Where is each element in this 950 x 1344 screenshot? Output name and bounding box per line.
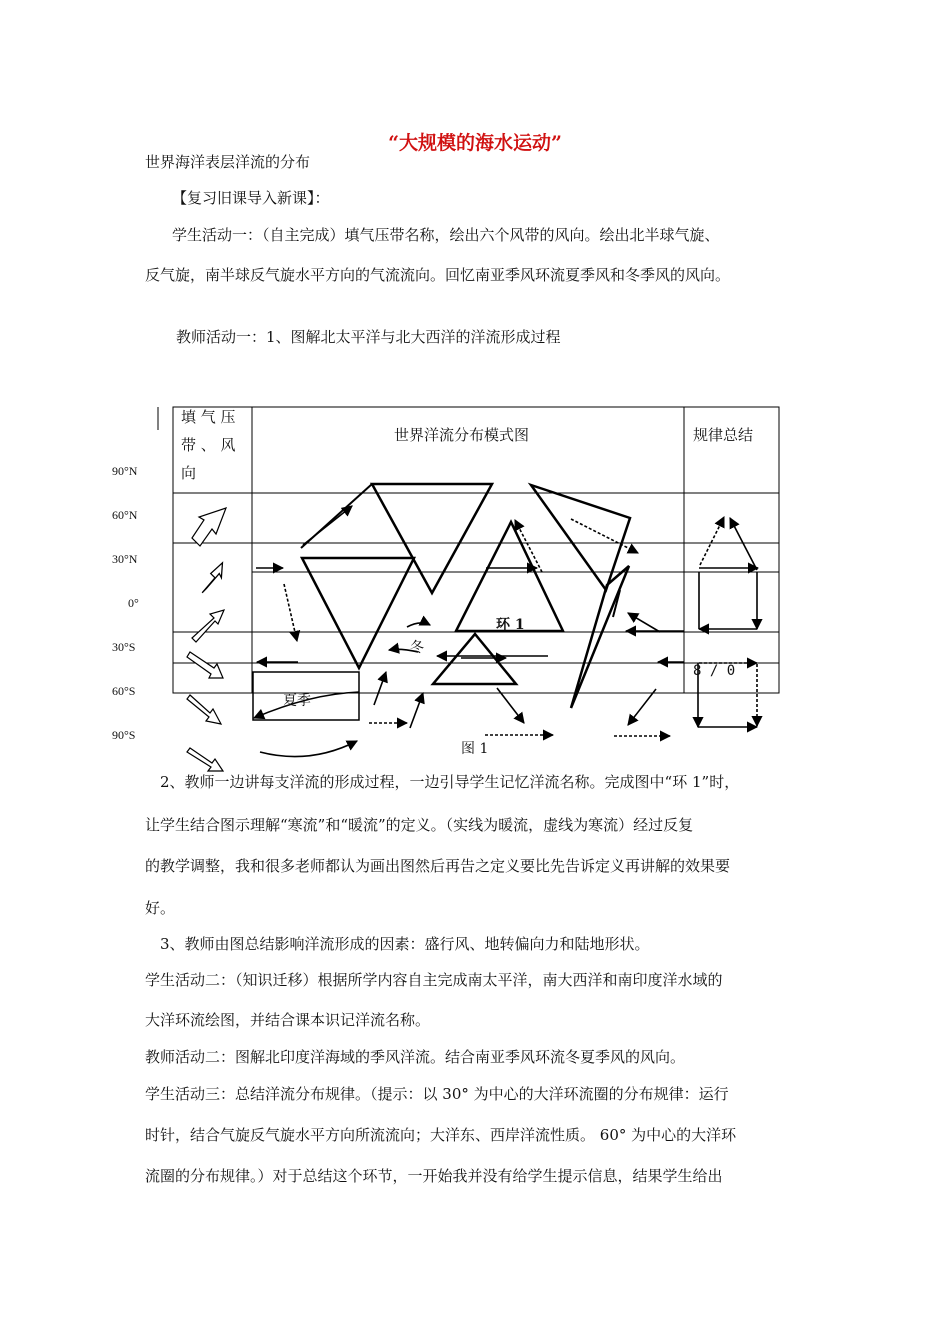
student-activity2-line1: 学生活动二：（知识迁移）根据所学内容自主完成南太平洋，南大西洋和南印度洋水域的 — [145, 971, 723, 989]
latitude-label: 0° — [128, 596, 139, 610]
wind-arrows — [187, 508, 226, 771]
col1-header-line1: 填 气 压 — [181, 408, 236, 426]
document-title: “大规模的海水运动” — [388, 132, 562, 154]
land-triangle-2 — [302, 558, 414, 668]
latitude-label: 60°N — [112, 508, 138, 522]
land-triangle-3 — [531, 485, 630, 590]
latitude-label: 60°S — [112, 684, 136, 698]
summer-label: 夏季 — [283, 693, 311, 709]
ring1-label: 环 1 — [496, 617, 525, 633]
figure-caption: 图 1 — [461, 741, 489, 757]
col1-header-line2: 带 、 风 — [181, 436, 236, 454]
student-activity3-line2: 时针，结合气旋反气旋水平方向所流流向；大洋东、西岸洋流性质。 60° 为中心的大洋环 — [145, 1126, 737, 1144]
subtitle: 世界海洋表层洋流的分布 — [145, 153, 311, 171]
col3-header: 规律总结 — [693, 426, 754, 444]
col2-header: 世界洋流分布模式图 — [394, 426, 530, 444]
land-shape-right — [571, 566, 629, 708]
student-activity3-line1: 学生活动三：总结洋流分布规律。（提示：以 30° 为中心的大洋环流圈的分布规律：运行 — [145, 1085, 729, 1103]
student-activity1-line1: 学生活动一：（自主完成）填气压带名称，绘出六个风带的风向。绘出北半球气旋、 — [172, 226, 720, 244]
student-activity1-line2: 反气旋，南半球反气旋水平方向的气流流向。回忆南亚季风环流夏季风和冬季风的风向。 — [145, 266, 731, 284]
land-triangle-1 — [372, 484, 492, 593]
latitude-label: 30°S — [112, 640, 136, 654]
para2-line4: 好。 — [145, 899, 176, 917]
teacher-activity1: 教师活动一：1、图解北太平洋与北大西洋的洋流形成过程 — [176, 328, 561, 346]
table-frame — [173, 407, 779, 693]
winter-label: 冬 — [410, 640, 424, 656]
para2-line1: 2、教师一边讲每支洋流的形成过程，一边引导学生记忆洋流名称。完成图中“环 1”时， — [160, 773, 740, 791]
small-triangle — [433, 634, 516, 684]
student-activity3-line3: 流圈的分布规律。）对于总结这个环节，一开始我并没有给学生提示信息，结果学生给出 — [145, 1167, 723, 1185]
para2-line3: 的教学调整，我和很多老师都认为画出图然后再告之定义要比先告诉定义再讲解的效果要 — [145, 857, 731, 875]
para3: 3、教师由图总结影响洋流形成的因素：盛行风、地转偏向力和陆地形状。 — [160, 935, 650, 953]
ratio-label: 8 / 0 — [693, 663, 736, 679]
latitude-label: 90°S — [112, 728, 136, 742]
teacher-activity2: 教师活动二：图解北印度洋海域的季风洋流。结合南亚季风环流冬夏季风的风向。 — [145, 1048, 686, 1066]
section-heading: 【复习旧课导入新课】： — [172, 189, 330, 207]
latitude-label: 30°N — [112, 552, 138, 566]
para2-line2: 让学生结合图示理解“寒流”和“暖流”的定义。（实线为暖流，虚线为寒流）经过反复 — [145, 816, 694, 834]
latitude-label: 90°N — [112, 464, 138, 478]
col1-header-line3: 向 — [181, 464, 197, 482]
student-activity2-line2: 大洋环流绘图，并结合课本识记洋流名称。 — [145, 1011, 431, 1029]
